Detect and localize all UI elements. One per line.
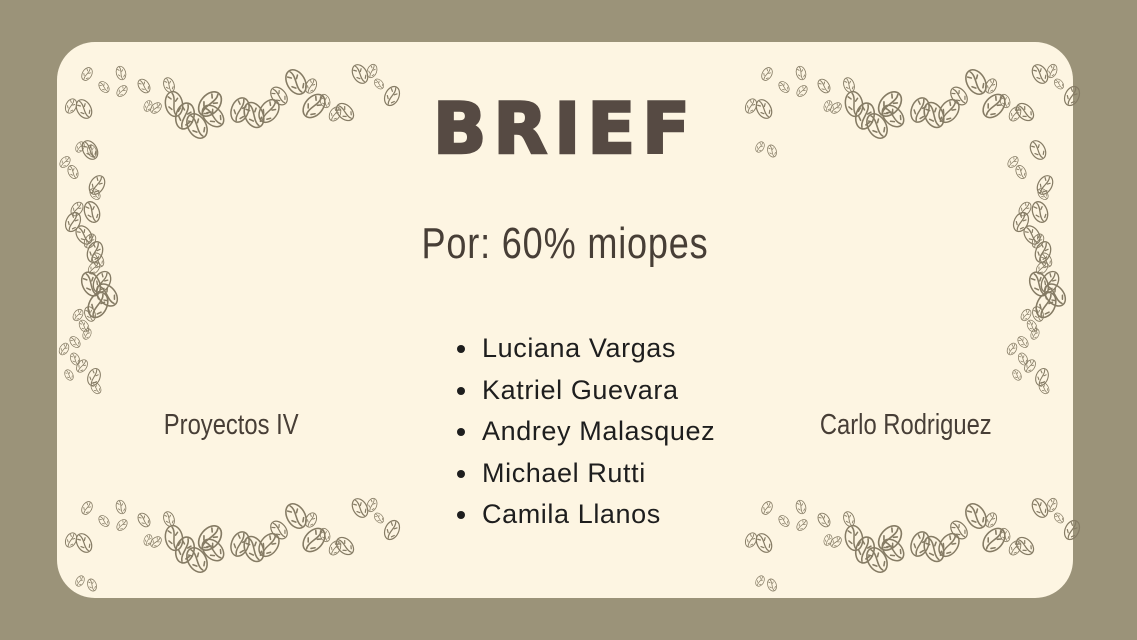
slide-title: BRIEF (433, 88, 697, 170)
slide-subtitle-text: Por: 60% miopes (421, 219, 709, 268)
team-member: Katriel Guevara (455, 370, 715, 412)
team-member: Michael Rutti (455, 453, 715, 495)
course-label-text: Proyectos IV (163, 409, 299, 441)
slide-subtitle (57, 219, 1073, 268)
team-member: Camila Llanos (455, 494, 715, 536)
author-label (776, 408, 1036, 443)
team-member: Andrey Malasquez (455, 411, 715, 453)
author-label-text: Carlo Rodriguez (820, 409, 992, 441)
team-member-list (455, 328, 715, 536)
team-member: Luciana Vargas (455, 328, 715, 370)
course-label (101, 408, 361, 443)
